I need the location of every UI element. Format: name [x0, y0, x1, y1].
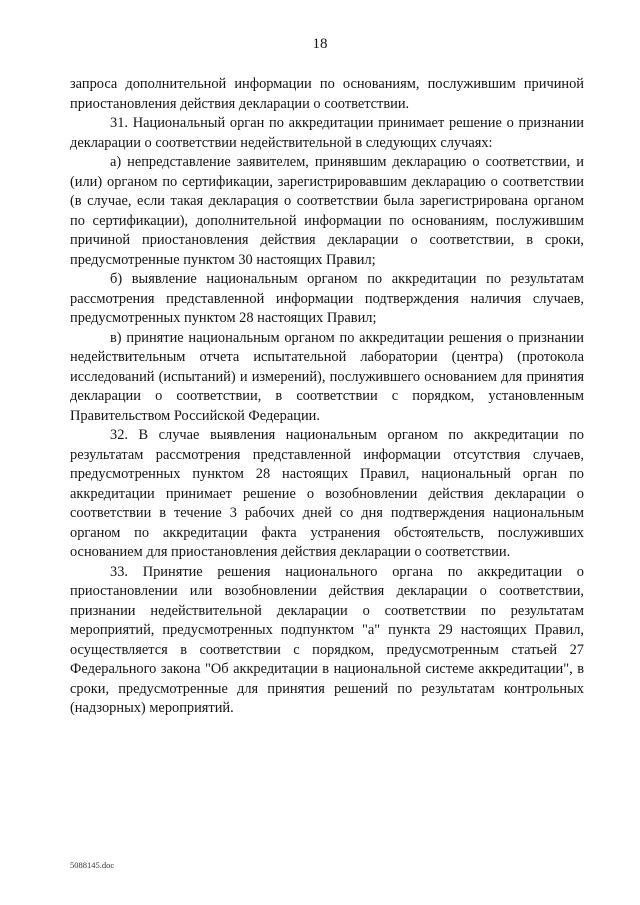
paragraph-31-v: в) принятие национальным органом по аккредитации решения о признании недействительным отчета испытательной лаборатории (центра) (протокола исследований (испытаний) и измерений), послужившего основанием для принятия декларации о соответствии, в соответствии с порядком, установленным Правительством Российской Федерации.	[70, 329, 584, 424]
paragraph-31: 31. Национальный орган по аккредитации принимает решение о признании декларации о соответствии недействительной в следующих случаях:	[70, 115, 584, 151]
paragraph-33: 33. Принятие решения национального органа по аккредитации о приостановлении или возобновлении действия декларации о соответствии, признании недействительной декларации о соответствии по результатам мероприятий, предусмотренных подпунктом "а" пункта 29 настоящих Правил, осуществляется в соответствии с порядком, предусмотренным статьей 27 Федерального закона "Об аккредитации в национальной системе аккредитации", в сроки, предусмотренные для принятия решений по результатам контрольных (надзорных) мероприятий.	[70, 563, 584, 716]
document-body	[70, 75, 584, 719]
paragraph-continuation: запроса дополнительной информации по основаниям, послужившим причиной приостановления действия декларации о соответствии.	[70, 76, 584, 112]
paragraph-31-a: а) непредставление заявителем, принявшим декларацию о соответствии, и (или) органом по сертификации, зарегистрировавшим декларацию о соответствии (в случае, если такая декларация о соответствии была зарегистрирована органом по сертификации), дополнительной информации по основаниям, послужившим причиной приостановления действия декларации о соответствии, в сроки, предусмотренные пунктом 30 настоящих Правил;	[70, 154, 584, 268]
paragraph-31-b: б) выявление национальным органом по аккредитации по результатам рассмотрения представленной информации подтверждения наличия случаев, предусмотренных пунктом 28 настоящих Правил;	[70, 271, 584, 326]
paragraph-32: 32. В случае выявления национальным органом по аккредитации по результатам рассмотрения представленной информации отсутствия случаев, предусмотренных пунктом 28 настоящих Правил, национальный орган по аккредитации принимает решение о возобновлении действия декларации о соответствии в течение 3 рабочих дней со дня подтверждения национальным органом по аккредитации факта устранения обстоятельств, послуживших основанием для приостановления действия декларации о соответствии.	[70, 427, 584, 560]
document-file-code: 5088145.doc	[70, 860, 115, 870]
page-number: 18	[312, 36, 328, 52]
